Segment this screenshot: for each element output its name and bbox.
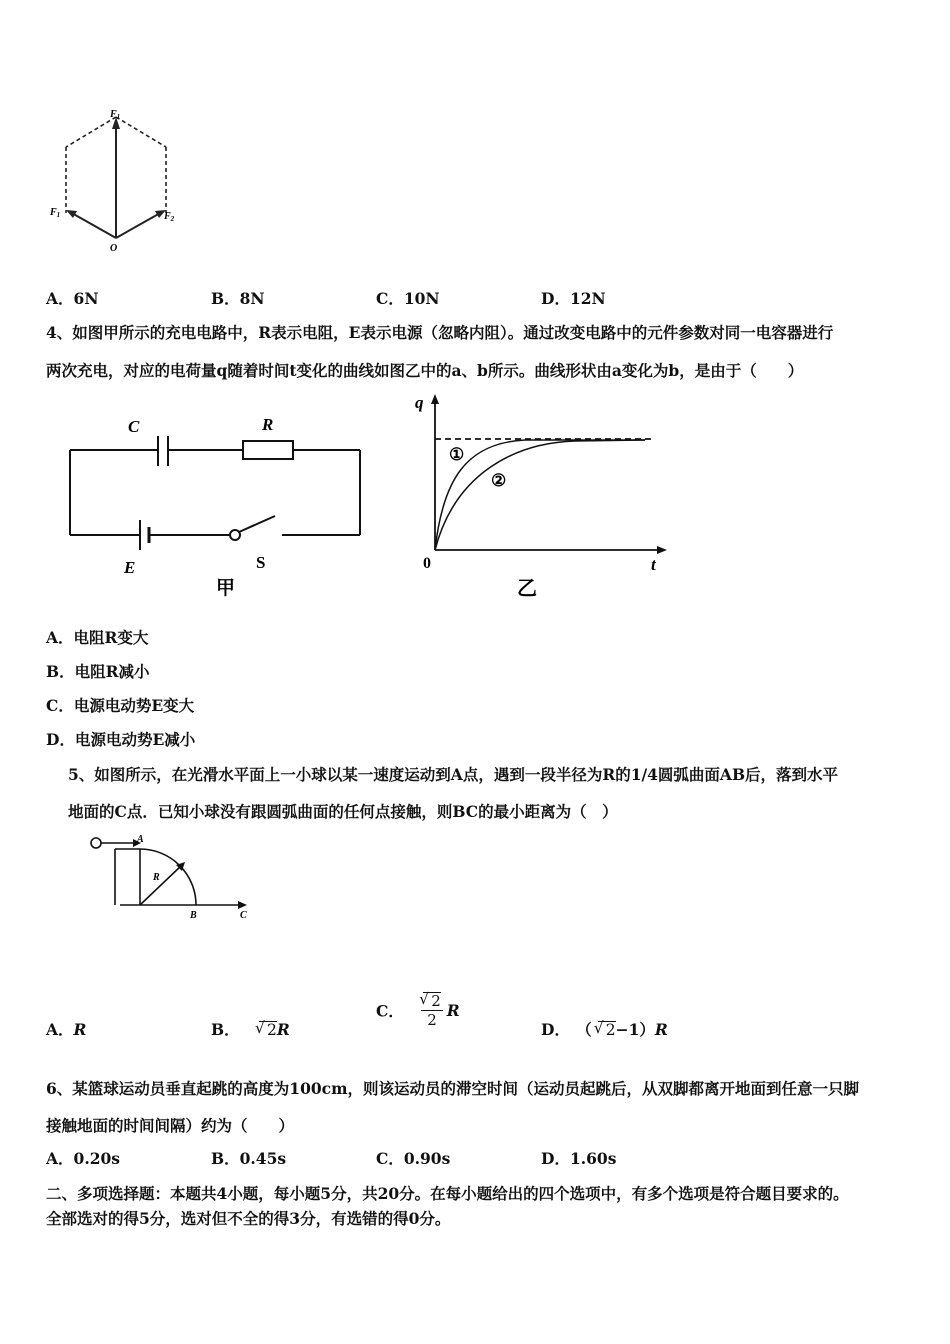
label-t: t xyxy=(651,555,656,574)
label-f1-left: $F_1$ xyxy=(50,207,61,219)
force-vector-right xyxy=(116,212,162,238)
label-c: C xyxy=(240,910,247,921)
force-hexagon-figure xyxy=(44,105,194,255)
q6-option-a[interactable]: A．0.20s xyxy=(46,1149,121,1168)
curve-2 xyxy=(435,440,645,550)
label-f2-right: $F_2$ xyxy=(164,211,175,223)
resistor-symbol xyxy=(243,441,293,459)
label-zero: 0 xyxy=(423,555,431,572)
quarter-arc-figure xyxy=(85,830,260,925)
q6-option-b[interactable]: B．0.45s xyxy=(211,1149,287,1168)
label-a: A xyxy=(137,834,144,845)
curve-1 xyxy=(435,440,645,550)
charge-time-graph xyxy=(405,388,680,603)
caption-yi: 乙 xyxy=(517,578,537,600)
caption-jia: 甲 xyxy=(216,578,236,599)
hexagon-edge xyxy=(116,117,166,147)
q6-stem-line1: 6、某篮球运动员垂直起跳的高度为100cm，则该运动员的滞空时间（运动员起跳后，从双脚都离开地面到任意一只脚 xyxy=(46,1079,859,1098)
ball xyxy=(91,838,101,848)
section2-heading-line1: 二、多项选择题：本题共4小题，每小题5分，共20分。在每小题给出的四个选项中，有多个选项是符合题目要求的。 xyxy=(46,1184,849,1203)
sqrt-symbol: √ 2 xyxy=(259,1021,277,1038)
q3-option-a[interactable]: A．6N xyxy=(46,289,99,308)
charging-circuit-diagram xyxy=(60,410,380,600)
fraction: √ $\frac{2}{2}$ xyxy=(421,992,443,1029)
sqrt-symbol: √ 2 xyxy=(598,1021,616,1038)
q4-stem-line2: 两次充电，对应的电荷量q随着时间t变化的曲线如图乙中的a、b所示。曲线形状由a变化为b，是由于（ ） xyxy=(46,361,804,380)
q5-option-a[interactable]: A．R xyxy=(46,1020,87,1039)
q6-option-d[interactable]: D．1.60s xyxy=(541,1149,617,1168)
section2-heading-line2: 全部选对的得5分，选对但不全的得3分，有选错的得0分。 xyxy=(46,1209,451,1228)
label-f1-top: $F_1$ xyxy=(110,109,121,121)
label-c: C xyxy=(128,417,140,436)
q5-option-d[interactable]: D． （√ 2−1）R xyxy=(541,1018,668,1040)
label-b: B xyxy=(190,910,197,921)
label-origin: O xyxy=(110,243,118,254)
q3-option-c[interactable]: C．10N xyxy=(376,289,440,308)
label-e: E xyxy=(124,558,136,577)
label-s: S xyxy=(256,553,266,572)
hexagon-edge xyxy=(66,117,116,147)
q4-option-a[interactable]: A．电阻R变大 xyxy=(46,628,149,647)
label-q: q xyxy=(415,393,424,412)
switch-lever xyxy=(239,516,275,532)
q3-option-d[interactable]: D．12N xyxy=(541,289,606,308)
q3-option-b[interactable]: B．8N xyxy=(211,289,265,308)
label-curve1: ① xyxy=(449,445,465,464)
q6-stem-line2: 接触地面的时间间隔）约为（ ） xyxy=(46,1116,295,1135)
switch-pivot xyxy=(230,530,240,540)
q4-option-d[interactable]: D．电源电动势E减小 xyxy=(46,730,196,749)
force-vector-left xyxy=(70,212,116,238)
radius-arrow xyxy=(140,865,182,905)
label-r: R xyxy=(262,415,274,434)
label-curve2: ② xyxy=(491,471,507,490)
q4-option-c[interactable]: C．电源电动势E变大 xyxy=(46,696,195,715)
q5-stem-line2: 地面的C点．已知小球没有跟圆弧曲面的任何点接触，则BC的最小距离为（ ） xyxy=(68,802,618,821)
label-radius: R xyxy=(153,872,160,883)
q5-option-b[interactable]: B． √ 2R xyxy=(211,1018,290,1040)
q4-option-b[interactable]: B．电阻R减小 xyxy=(46,662,150,681)
q6-option-c[interactable]: C．0.90s xyxy=(376,1149,451,1168)
q5-option-c[interactable]: C． √ $\frac{2}{2}$ R xyxy=(376,992,460,1029)
q5-stem-line1: 5、如图所示，在光滑水平面上一小球以某一速度运动到A点，遇到一段半径为R的1/4圆弧曲面AB后，落到水平 xyxy=(68,765,839,784)
q4-stem-line1: 4、如图甲所示的充电电路中，R表示电阻，E表示电源（忽略内阻）。通过改变电路中的元件参数对同一电容器进行 xyxy=(46,323,834,342)
